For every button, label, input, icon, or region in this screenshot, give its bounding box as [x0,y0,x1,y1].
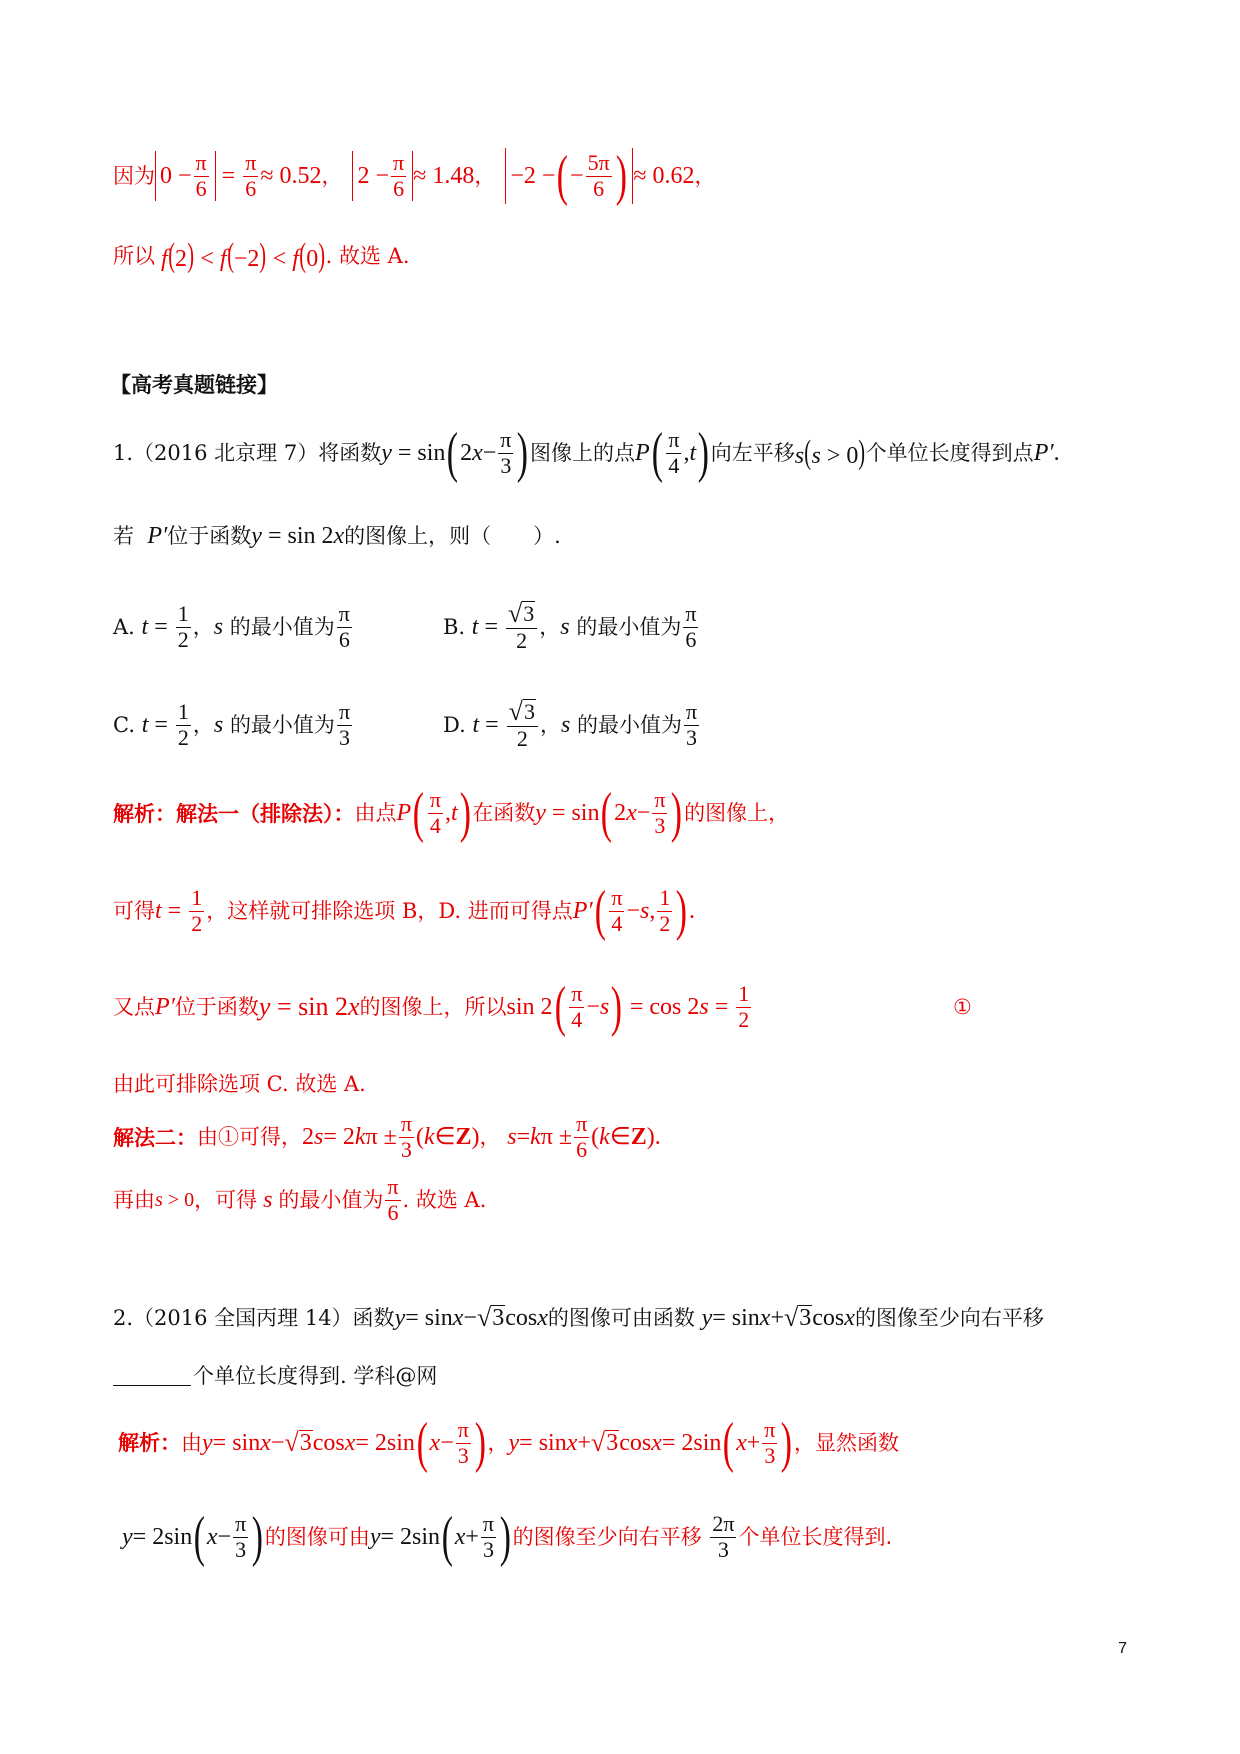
text-because: 因为 [113,163,155,188]
ans3-val: $\frac{2\pi}{3}$ [712,1511,735,1562]
solution-line-6 [113,1172,1140,1228]
q2-l2: 个单位长度得到. 学科@网 [193,1363,438,1388]
q2-line-2 [113,1362,1140,1390]
q1-l2-b: 位于函数 [167,523,252,548]
q1-l2-pprime: P′ [147,523,168,549]
sol5-eq1: 2 s = 2 k π ± $\frac{\pi}{3}$ ( k ∈ Z ) [302,1111,480,1162]
option-b[interactable]: B. t = √ 3 2 ， s 的最小值为 $\frac{\pi}{6}$ [443,599,697,653]
sol3-pprime: P′ [155,994,175,1020]
section-title: 【高考真题链接】 [110,371,278,397]
q1-l2-c: 的图像上，则（ ）. [344,523,561,548]
solution-line-4: 由此可排除选项 C. 故选 A. [113,1071,366,1096]
q1-mid3: 个单位长度得到点 [865,440,1034,465]
line-because [113,145,1140,207]
ans2-a: 由 [181,1430,202,1455]
ans2-b: ，显然函数 [794,1430,900,1455]
sol5-a: 由①可得， [197,1124,302,1149]
options-ab [113,596,1140,658]
option-a-label: A. [113,614,135,639]
option-d-t: t [472,712,480,738]
option-b-text: 的最小值为 [576,614,682,639]
option-c-val: $\frac{\pi}{3}$ [338,699,351,750]
solution-line-1 [113,782,1140,844]
math-eq: = [215,163,242,189]
sol3-eq: sin 2 ( $\frac{\pi}{4}$ − s ) = cos 2 s = $\frac{1}{2}$ [506,976,750,1038]
q2-blank[interactable] [113,1367,191,1386]
q1-point-p: P ( $\frac{\pi}{4}$ , t ) [635,422,710,484]
answer2-line-2 [122,1506,1140,1568]
q1-l2-func: y = sin 2x [251,523,345,549]
answer2-line-1: 解析： 由 y = sin x − √ 3 cos x = 2sin ( x − $\frac{\pi}{3}$ ) ， y = sin x + √ 3 cos x = 2sin ( x + $\frac{\pi}{3}$ ) ，显然函数 [118,1412,900,1474]
math-inequality: f(2) < f(−2) < f(0) [161,237,326,274]
sol2-point: P′ ( $\frac{\pi}{4}$ − s , $\frac{1}{2}$ ) . [572,880,695,942]
option-b-val: $\frac{\pi}{6}$ [685,601,697,652]
sol3-a: 又点 [113,994,155,1019]
q1-prefix: 1.（2016 北京理 7）将函数 [113,440,382,465]
option-c-text: 的最小值为 [229,712,335,737]
option-c[interactable]: C. t = $\frac{1}{2}$ ， s 的最小值为 $\frac{\pi}{3}$ [113,699,351,750]
sol6-b: ，可得 [194,1187,258,1212]
sol1-c: 的图像上， [684,800,790,825]
sol3-circle: ① [953,994,972,1019]
sol2-a: 可得 [113,898,155,923]
q2-mid1: 的图像可由函数 [547,1305,695,1330]
solution-line-2 [113,880,1140,942]
option-d-val: $\frac{\pi}{3}$ [685,699,698,750]
sol2-frac: $\frac{1}{2}$ [191,885,203,936]
math-sep-1: ， [321,163,343,188]
ans3-a: 的图像可由 [264,1524,370,1549]
q1-shift: s(s > 0) [794,434,866,471]
q1-l2-a: 若 [113,523,134,548]
ans2-eq1: y = sin x − √ 3 cos x = 2sin ( x − $\frac{\pi}{3}$ ) [202,1412,486,1474]
option-d-label: D. [443,712,466,737]
sol6-c: 的最小值为 [278,1187,384,1212]
ans3-func1: y = 2sin ( x − $\frac{\pi}{3}$ ) [122,1506,264,1568]
math-approx-3: ≈ 0.62 [633,163,695,189]
sol5-eq2: s = k π ± $\frac{\pi}{6}$ ( k ∈ Z ). [507,1111,661,1162]
sol5-head: 解法二： [113,1124,197,1150]
sol6-s: s [257,1187,279,1213]
sol3-b: 位于函数 [174,994,259,1019]
ans3-func2: y = 2sin ( x + $\frac{\pi}{3}$ ) [369,1506,511,1568]
q2-prefix: 2.（2016 全国丙理 14）函数 [113,1305,395,1330]
solution-line-3 [113,976,1140,1038]
q1-point-pprime: P′ [1033,440,1054,466]
option-d-text: 的最小值为 [576,712,682,737]
sol1-func: y = sin ( 2 x − $\frac{\pi}{3}$ ) [535,782,683,844]
page-number: 7 [1118,1640,1127,1657]
options-cd [113,694,1140,756]
q2-func1: y = sin x − √ 3 cos x [394,1302,548,1332]
solution-line-5: 解法二： 由①可得， 2 s = 2 k π ± $\frac{\pi}{3}$ ( k ∈ Z ) ， s = k π ± $\frac{\pi}{6}$ ( k ∈ Z ). [113,1111,661,1162]
sol1-a: 由点 [354,800,397,825]
option-c-frac: $\frac{1}{2}$ [177,699,189,750]
ans2-head: 解析： [118,1430,181,1455]
option-a[interactable]: A. t = $\frac{1}{2}$ ， s 的最小值为 $\frac{\pi}{6}$ [113,601,350,652]
ans2-eq2: y = sin x + √ 3 cos x = 2sin ( x + $\frac{\pi}{3}$ ) [508,1412,793,1474]
sol3-func: y = sin 2x [258,992,360,1021]
sol3-c: 的图像上，所以 [359,994,507,1019]
q1-line-1: 1.（2016 北京理 7）将函数 y = sin ( 2 x − $\frac{\pi}{3}$ ) 图像上的点 P ( $\frac{\pi}{4}$ , t ) 向左平移 s(s > 0) 个单位长度得到点 P′ . [113,422,1060,484]
text-choose-a: . 故选 A. [325,243,410,268]
ans3-b: 的图像至少向右平移 [512,1524,702,1549]
math-sep-3: ， [694,163,716,188]
solution-head: 解析：解法一（排除法）： [113,800,355,826]
math-sep-2: ， [474,163,496,188]
option-b-frac: √ 3 2 [506,601,537,652]
math-approx-1: ≈ 0.52 [260,163,322,189]
math-abs-3: −2 − ( − $\frac{5\pi}{6}$ ) [505,148,633,204]
q1-mid1: 图像上的点 [530,440,636,465]
option-a-t: t [141,614,149,640]
math-abs-2: 2 − $\frac{\pi}{6}$ [352,151,413,200]
sol1-point: P ( $\frac{\pi}{4}$ , t ) [396,782,471,844]
ans3-c: 个单位长度得到. [738,1524,893,1549]
sol1-b: 在函数 [472,800,536,825]
q1-func: y = sin ( 2 x − $\frac{\pi}{3}$ ) [381,422,529,484]
math-frac-pi6: $\frac{\pi}{6}$ [245,150,257,201]
math-abs-1: 0 − $\frac{\pi}{6}$ [155,151,216,200]
q2-mid2: 的图像至少向右平移 [854,1305,1044,1330]
line-therefore [113,236,1140,276]
q1-line-2 [113,520,1140,552]
option-a-text: 的最小值为 [229,614,335,639]
math-approx-2: ≈ 1.48 [413,163,475,189]
option-d-frac: √ 3 2 [507,699,538,750]
sol6-d: . 故选 A. [402,1187,487,1212]
text-so: 所以 [113,243,155,268]
sol6-a: 再由 [113,1187,155,1212]
option-b-t: t [471,614,479,640]
option-a-frac: $\frac{1}{2}$ [177,601,189,652]
sol2-b: ，这样就可排除选项 B，D. 进而可得点 [206,898,573,923]
sol6-val: $\frac{\pi}{6}$ [387,1174,399,1225]
option-c-t: t [141,712,149,738]
q2-line-1 [113,1298,1140,1338]
q2-func2: y = sin x + √ 3 cos x [701,1302,855,1332]
q1-mid2: 向左平移 [710,440,795,465]
option-c-label: C. [113,712,135,737]
option-a-val: $\frac{\pi}{6}$ [338,601,350,652]
sol2-t: t = [155,898,188,924]
option-b-label: B. [443,614,466,639]
sol6-cond: s > 0 [155,1189,195,1211]
option-d[interactable]: D. t = √ 3 2 ， s 的最小值为 $\frac{\pi}{3}$ [443,697,698,751]
